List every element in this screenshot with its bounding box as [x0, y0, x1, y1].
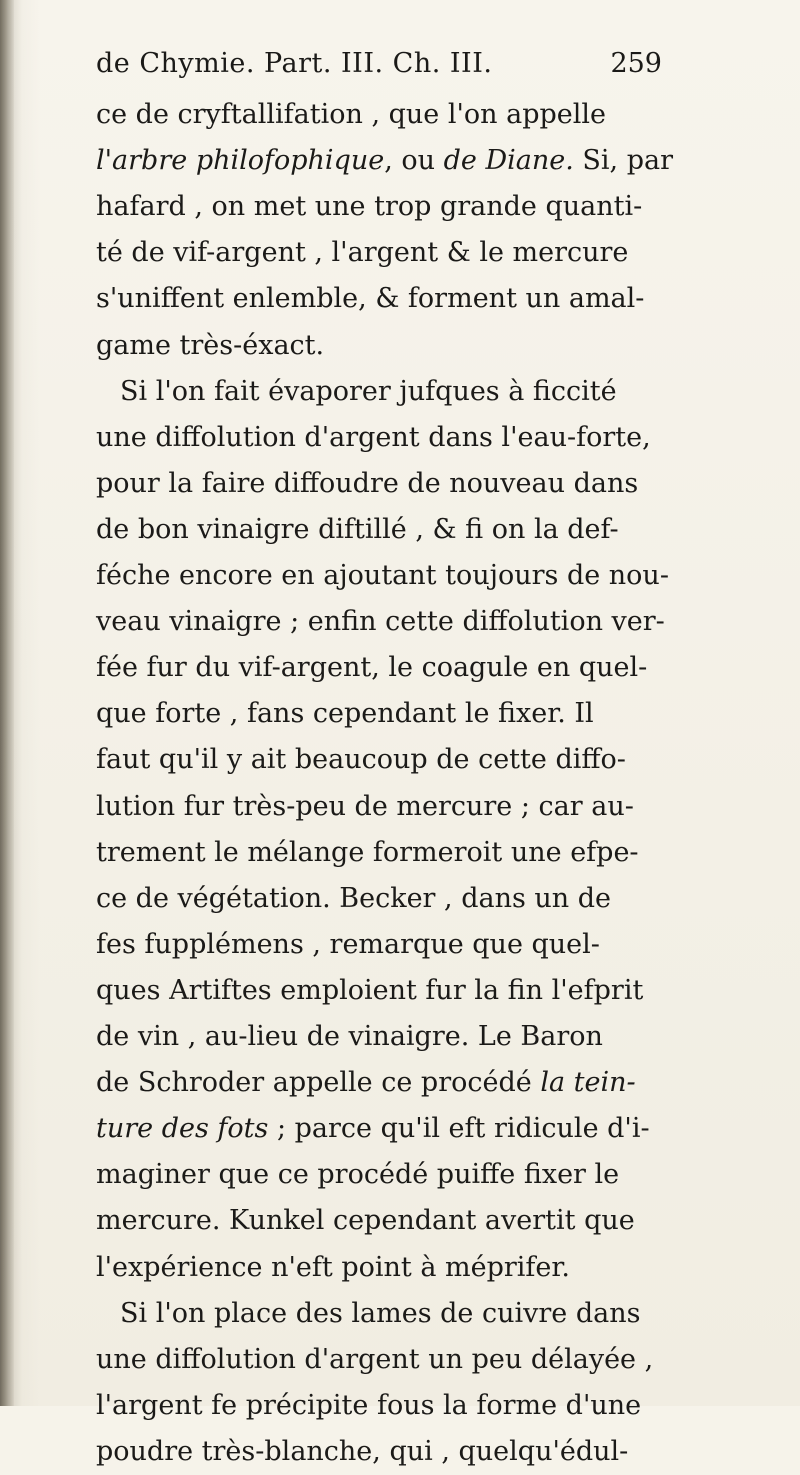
text-run: Si l'on fait évaporer jufques à ficcité [120, 375, 617, 407]
text-line [96, 1152, 619, 1198]
text-run: féche encore en ajoutant toujours de nou- [96, 560, 669, 591]
text-run: Si l'on place des lames de cuivre dans [120, 1297, 641, 1329]
text-line [96, 323, 324, 369]
text-line [96, 599, 665, 645]
text-line [96, 1337, 653, 1383]
text-run: ; parce qu'il eft ridicule d'i- [268, 1113, 650, 1145]
text-line [96, 1106, 650, 1152]
binding-gutter-shadow [0, 0, 14, 1406]
text-run: poudre très-blanche, qui , quelqu'édul- [96, 1435, 629, 1467]
text-run: , ou [384, 145, 444, 177]
text-run: s'uniffent enlemble, & forment un amal- [96, 283, 645, 315]
italic-phrase: ture des fots [96, 1113, 269, 1145]
text-line [96, 553, 669, 599]
text-line [96, 691, 594, 737]
text-run: Si, par [573, 145, 673, 177]
text-run: de bon vinaigre diftillé , & fi on la def- [96, 513, 619, 545]
text-run: ce de végétation. Becker , dans un de [96, 882, 612, 914]
text-line [96, 276, 644, 322]
text-run: de vin , au-lieu de vinaigre. Le Baron [96, 1021, 603, 1052]
text-line [96, 1198, 635, 1244]
text-run: mercure. Kunkel cependant avertit que [96, 1205, 635, 1237]
text-run: ce de cryftallifation , que l'on appelle [96, 99, 607, 130]
running-title: de Chymie. Part. III. Ch. III. [96, 48, 493, 79]
text-run: té de vif-argent , l'argent & le mercure [96, 237, 629, 269]
text-run: fée fur du vif-argent, le coagule en quel- [96, 652, 648, 684]
text-run: que forte , fans cependant le fixer. Il [96, 698, 594, 730]
text-line [96, 645, 647, 691]
text-run: de Schroder appelle ce procédé [96, 1067, 541, 1099]
text-line [96, 1291, 641, 1337]
italic-phrase: de Diane. [443, 145, 574, 177]
text-line [96, 230, 628, 276]
text-line [96, 92, 606, 138]
text-run: trement le mélange formeroit une efpe- [96, 836, 639, 868]
page-number: 259 [610, 48, 662, 79]
text-line [96, 1014, 603, 1060]
text-run: lution fur très-peu de mercure ; car au- [96, 790, 634, 822]
text-run: une diffolution d'argent un peu délayée , [96, 1343, 654, 1375]
text-line [96, 1429, 628, 1475]
running-header [96, 48, 662, 98]
italic-phrase: la tein- [540, 1067, 636, 1099]
italic-phrase: l'arbre philofophique [96, 145, 385, 177]
text-run: game très-éxact. [96, 329, 325, 361]
text-line [96, 1245, 570, 1291]
text-run: l'argent fe précipite fous la forme d'une [96, 1389, 642, 1421]
text-line [96, 737, 626, 783]
text-line [96, 461, 638, 507]
text-run: l'expérience n'eft point à méprifer. [96, 1251, 570, 1283]
text-run: une diffolution d'argent dans l'eau-forte, [96, 421, 651, 453]
text-line [96, 138, 673, 184]
text-line [96, 784, 634, 830]
text-line [96, 369, 617, 415]
text-run: faut qu'il y ait beaucoup de cette diffo- [96, 744, 626, 776]
text-line [96, 507, 619, 553]
text-run: ques Artiftes emploient fur la fin l'efprit [96, 974, 644, 1006]
text-run: pour la faire diffoudre de nouveau dans [96, 467, 639, 499]
text-run: fes fupplémens , remarque que quel- [96, 928, 600, 960]
text-run: veau vinaigre ; enfin cette diffolution ver- [96, 606, 665, 638]
text-line [96, 184, 642, 230]
text-line [96, 1060, 636, 1106]
text-line [96, 876, 611, 922]
text-line [96, 830, 639, 876]
text-run: maginer que ce procédé puiffe fixer le [96, 1159, 620, 1191]
text-line [96, 922, 600, 968]
text-line [96, 415, 651, 461]
text-line [96, 968, 643, 1014]
text-run: hafard , on met une trop grande quanti- [96, 191, 643, 223]
